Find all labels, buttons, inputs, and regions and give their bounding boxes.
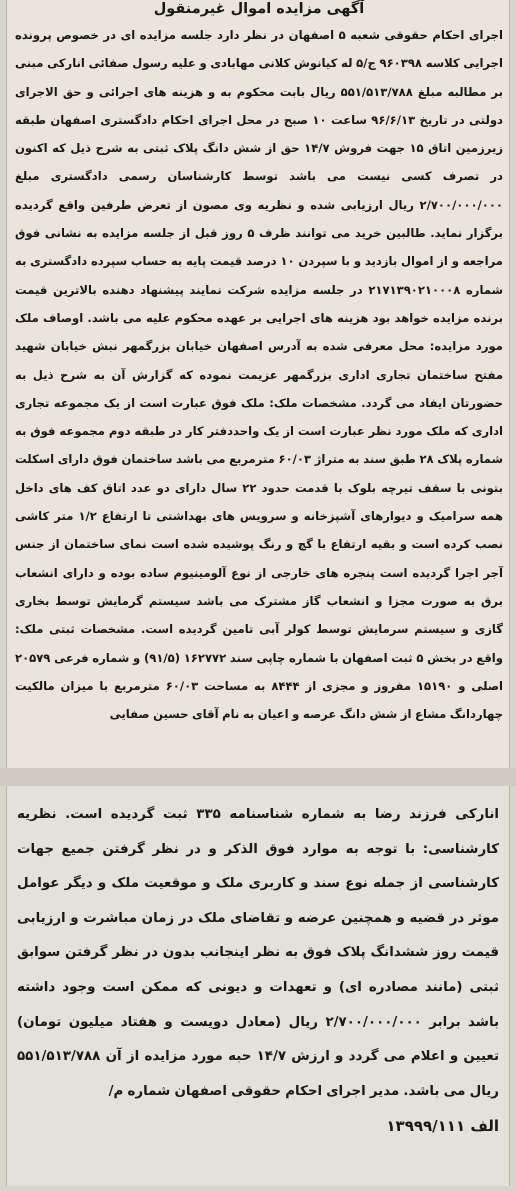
notice-clipping-bottom	[6, 786, 510, 1186]
notice-title: آگهی مزایده اموال غیرمنقول	[153, 1, 365, 17]
notice-reference-code: الف ۱۳۹۹۹/۱۱۱	[386, 1117, 499, 1136]
notice-body-part2: انارکی فرزند رضا به شماره شناسنامه ۳۳۵ ثبت گردیده است. نظریه کارشناسی: با توجه به موارد فوق الذکر و در نظر گرفتن جمیع جهات کارشناسی از جمله نوع سند و کاربری ملک و موقعیت ملک و دیگر عوامل موثر در قضیه و همچنین عرضه و تقاضای ملک در زمان مباشرت و ارزیابی قیمت روز ششدانگ پلاک فوق به نظر اینجانب بدون در نظر گرفتن سوابق ثبتی (مانند مصادره ای) و تعهدات و دیونی که ممکن است وجود داشته باشد برابر ۲/۷۰۰/۰۰۰/۰۰۰ ریال (معادل دویست و هفتاد میلیون تومان) تعیین و اعلام می گردد و ارزش ۱۴/۷ حبه مورد مزایده از آن ۵۵۱/۵۱۳/۷۸۸ ریال می باشد. مدیر اجرای احکام حقوقی اصفهان شماره م/	[17, 807, 499, 1099]
notice-body-part1: اجرای احکام حقوقی شعبه ۵ اصفهان در نظر دارد جلسه مزایده ای در خصوص پرونده اجرایی کلاسه ۹۶۰۳۹۸ ج/۵ له کیانوش کلانی مهابادی و علیه رسول صفائی انارکی مبنی بر مطالبه مبلغ ۵۵۱/۵۱۳/۷۸۸ ریال بابت محکوم به و هزینه های اجرائی و حق الاجرای دولتی در تاریخ ۹۶/۶/۱۳ ساعت ۱۰ صبح در محل اجرای احکام دادگستری اصفهان طبقه زیرزمین اتاق ۱۵ جهت فروش ۱۴/۷ حق از شش دانگ پلاک ثبتی به شرح ذیل که اکنون در تصرف کسی نیست می باشد توسط کارشناسان رسمی دادگستری مبلغ ۲/۷۰۰/۰۰۰/۰۰۰ ریال ارزیابی شده و نظریه وی مصون از تعرض طرفین واقع گردیده برگزار نماید. طالبین خرید می توانند ظرف ۵ روز قبل از جلسه مزایده به نشانی فوق مراجعه و از اموال بازدید و با سپردن ۱۰ درصد قیمت پایه به حساب سپرده دادگستری به شماره ۲۱۷۱۳۹۰۲۱۰۰۰۸ در جلسه مزایده شرکت نمایند پیشنهاد دهنده بالاترین قیمت برنده مزایده خواهد بود هزینه های اجرایی بر عهده محکوم علیه می باشد. اوصاف ملک مورد مزایده: محل معرفی شده به آدرس اصفهان خیابان بزرگمهر نبش خیابان شهید مفتح ساختمان تجاری اداری بزرگمهر عزیمت نموده که گزارش آن به شرح ذیل به حضورتان ایفاد می گردد. مشخصات ملک: ملک فوق عبارت است از یک مجموعه تجاری اداری که ملک مورد نظر عبارت است از یک واحددفتر کار در طبقه دوم مجموعه فوق به شماره پلاک ۲۸ طبق سند به متراژ ۶۰/۰۳ مترمربع می باشد ساختمان فوق دارای اسکلت بتونی با سقف تیرچه بلوک با قدمت حدود ۲۲ سال دارای دو عدد اتاق کف های داخل همه سرامیک و دیوارهای آشپزخانه و سرویس های بهداشتی تا ارتفاع ۱/۲ متر کاشی نصب کرده است و بقیه ارتفاع با گچ و رنگ پوشیده شده است نمای ساختمان از جنس آجر اجرا گردیده است پنجره های خارجی از نوع آلومینیوم ساده بوده و دارای انشعاب برق به صورت مجزا و انشعاب گاز مشترک می باشد سیستم گرمایش توسط بخاری گازی و سیستم سرمایش توسط کولر آبی تامین گردیده است. مشخصات ثبتی ملک: واقع در بخش ۵ ثبت اصفهان با شماره چاپی سند ۱۶۲۷۷۲ (۹۱/۵) و شماره فرعی ۲۰۵۷۹ اصلی و ۱۵۱۹۰ مفروز و مجزی از ۸۴۴۴ به مساحت ۶۰/۰۳ مترمربع با میزان مالکیت چهاردانگ مشاع از شش دانگ عرصه و اعیان به نام آقای حسین صفایی	[15, 28, 504, 722]
clipping-gap	[0, 768, 516, 786]
notice-clipping-top	[6, 0, 510, 768]
